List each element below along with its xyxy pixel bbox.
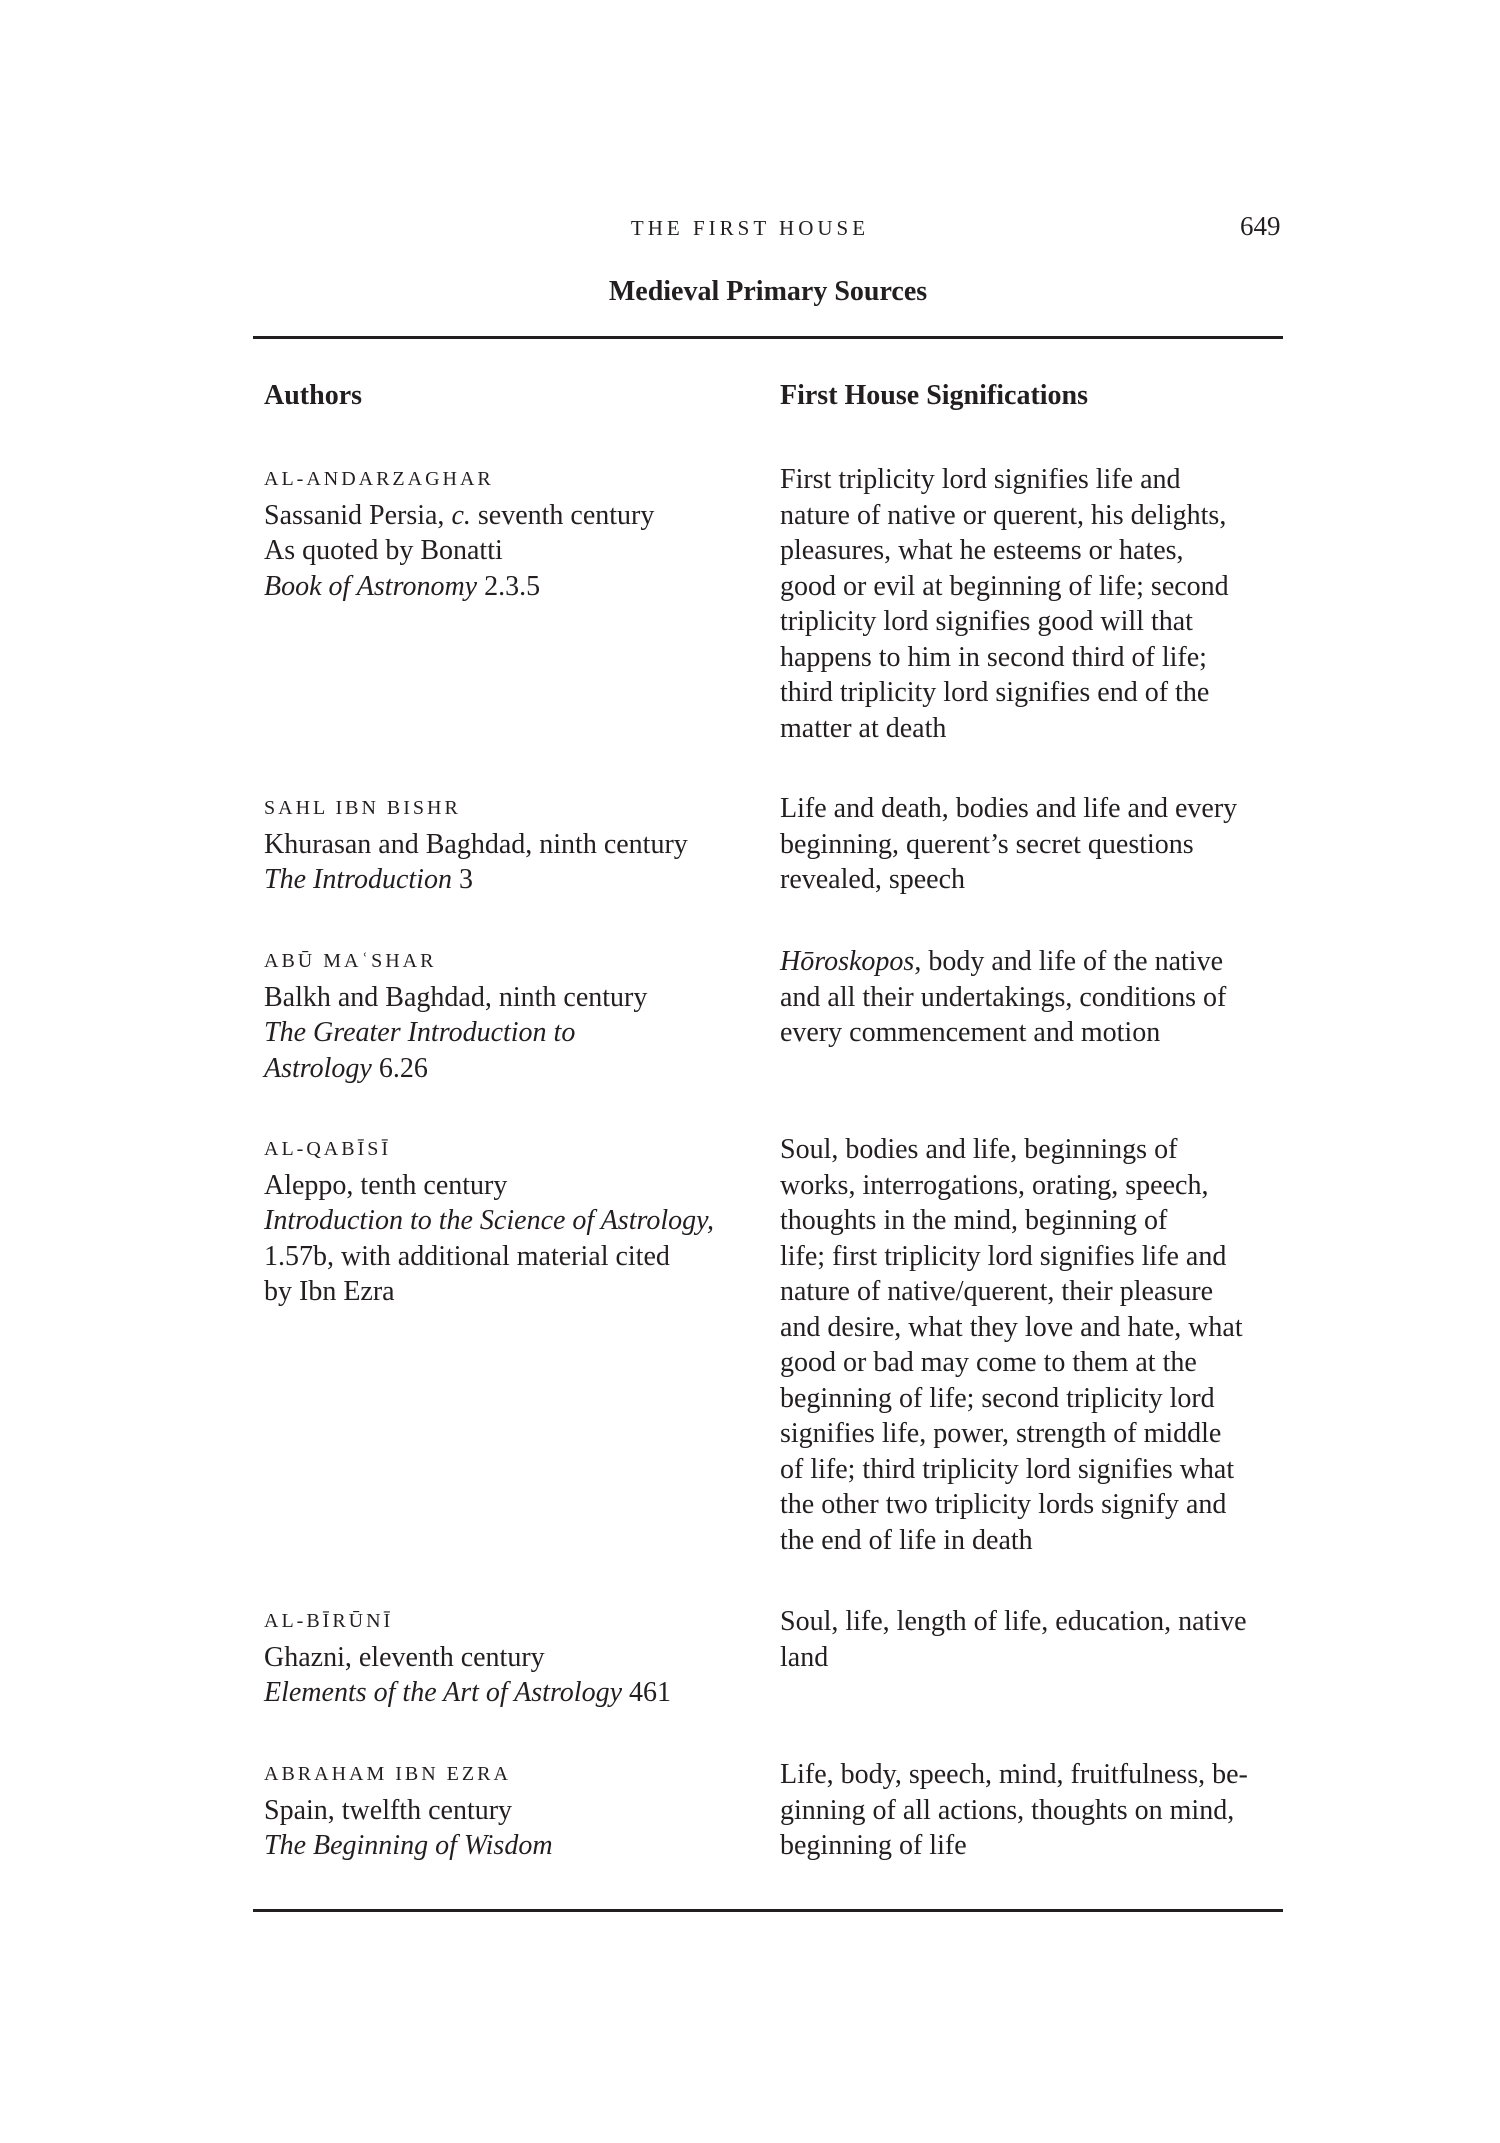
author-place: Balkh and Baghdad, ninth century xyxy=(264,981,648,1013)
author-work: Book of Astronomy 2.3.5 xyxy=(264,570,541,602)
author-name: ABŪ MAʿSHAR xyxy=(264,950,437,972)
author-work: The Greater Introduction to xyxy=(264,1017,576,1048)
signification-line: Hōroskopos, body and life of the native xyxy=(780,946,1223,977)
author-cell xyxy=(264,944,744,1086)
author-cell xyxy=(264,791,744,898)
significations-cell xyxy=(780,1604,1280,1675)
author-work: The Beginning of Wisdom xyxy=(264,1830,553,1861)
author-name: ABRAHAM IBN EZRA xyxy=(264,1763,511,1785)
significations-cell xyxy=(780,1132,1280,1558)
signification-line: and all their undertakings, conditions of xyxy=(780,981,1227,1013)
signification-line: good or bad may come to them at the xyxy=(780,1347,1197,1378)
author-work: Introduction to the Science of Astrology, xyxy=(264,1205,714,1236)
table-bottom-rule xyxy=(253,1909,1283,1912)
author-cell xyxy=(264,462,744,604)
signification-line: pleasures, what he esteems or hates, xyxy=(780,535,1184,566)
author-name: AL-BĪRŪNĪ xyxy=(264,1610,394,1632)
author-cell xyxy=(264,1757,744,1864)
signification-line: revealed, speech xyxy=(780,864,965,895)
signification-line: matter at death xyxy=(780,712,947,744)
signification-line: signifies life, power, strength of middle xyxy=(780,1418,1222,1449)
signification-line: good or evil at beginning of life; second xyxy=(780,570,1229,602)
author-source-note: As quoted by Bonatti xyxy=(264,535,503,566)
signification-line: life; first triplicity lord signifies life and xyxy=(780,1240,1227,1272)
signification-line: ginning of all actions, thoughts on mind, xyxy=(780,1794,1235,1826)
signification-line: beginning of life xyxy=(780,1830,967,1861)
signification-line: and desire, what they love and hate, what xyxy=(780,1311,1243,1343)
author-cell xyxy=(264,1132,744,1310)
table-top-rule xyxy=(253,336,1283,339)
author-place: Spain, twelfth century xyxy=(264,1794,513,1826)
signification-line: the end of life in death xyxy=(780,1524,1033,1556)
signification-line: third triplicity lord signifies end of the xyxy=(780,677,1210,708)
column-header-authors: Authors xyxy=(264,380,363,411)
author-work-reference: 1.57b, with additional material cited xyxy=(264,1240,670,1272)
signification-line: Soul, life, length of life, education, native xyxy=(780,1606,1247,1637)
signification-line: every commencement and motion xyxy=(780,1017,1161,1048)
signification-line: happens to him in second third of life; xyxy=(780,641,1207,673)
author-name: SAHL IBN BISHR xyxy=(264,797,461,819)
significations-cell xyxy=(780,944,1280,1051)
column-header-significations: First House Significations xyxy=(780,380,1089,411)
author-name: AL-ANDARZAGHAR xyxy=(264,468,494,490)
signification-line: beginning of life; second triplicity lord xyxy=(780,1382,1215,1414)
signification-line: nature of native/querent, their pleasure xyxy=(780,1276,1214,1307)
author-place: Sassanid Persia, c. seventh century xyxy=(264,499,655,531)
author-cell xyxy=(264,1604,744,1711)
author-place: Aleppo, tenth century xyxy=(264,1169,508,1201)
signification-line: Life, body, speech, mind, fruitfulness, be- xyxy=(780,1759,1248,1790)
signification-line: Soul, bodies and life, beginnings of xyxy=(780,1134,1178,1165)
significations-cell xyxy=(780,462,1280,746)
author-work: Elements of the Art of Astrology 461 xyxy=(264,1677,672,1708)
page-number: 649 xyxy=(1240,211,1281,241)
significations-cell xyxy=(780,1757,1280,1864)
signification-line: beginning, querent’s secret questions xyxy=(780,828,1194,860)
signification-line: nature of native or querent, his delights, xyxy=(780,499,1227,531)
author-place: Ghazni, eleventh century xyxy=(264,1641,545,1673)
signification-line: triplicity lord signifies good will that xyxy=(780,606,1193,637)
signification-line: works, interrogations, orating, speech, xyxy=(780,1169,1209,1201)
signification-line: thoughts in the mind, beginning of xyxy=(780,1205,1168,1236)
table-title: Medieval Primary Sources xyxy=(608,276,928,307)
significations-cell xyxy=(780,791,1280,898)
running-head: THE FIRST HOUSE xyxy=(630,216,870,240)
author-work-note: by Ibn Ezra xyxy=(264,1276,395,1307)
signification-line: of life; third triplicity lord signifies what xyxy=(780,1453,1235,1485)
signification-line: First triplicity lord signifies life and xyxy=(780,464,1181,495)
author-work-continued: Astrology 6.26 xyxy=(264,1052,428,1084)
author-name: AL-QABĪSĪ xyxy=(264,1138,391,1160)
signification-line: Life and death, bodies and life and every xyxy=(780,793,1238,824)
signification-line: land xyxy=(780,1641,829,1673)
author-place: Khurasan and Baghdad, ninth century xyxy=(264,828,688,860)
author-work: The Introduction 3 xyxy=(264,864,473,895)
signification-line: the other two triplicity lords signify and xyxy=(780,1489,1227,1520)
